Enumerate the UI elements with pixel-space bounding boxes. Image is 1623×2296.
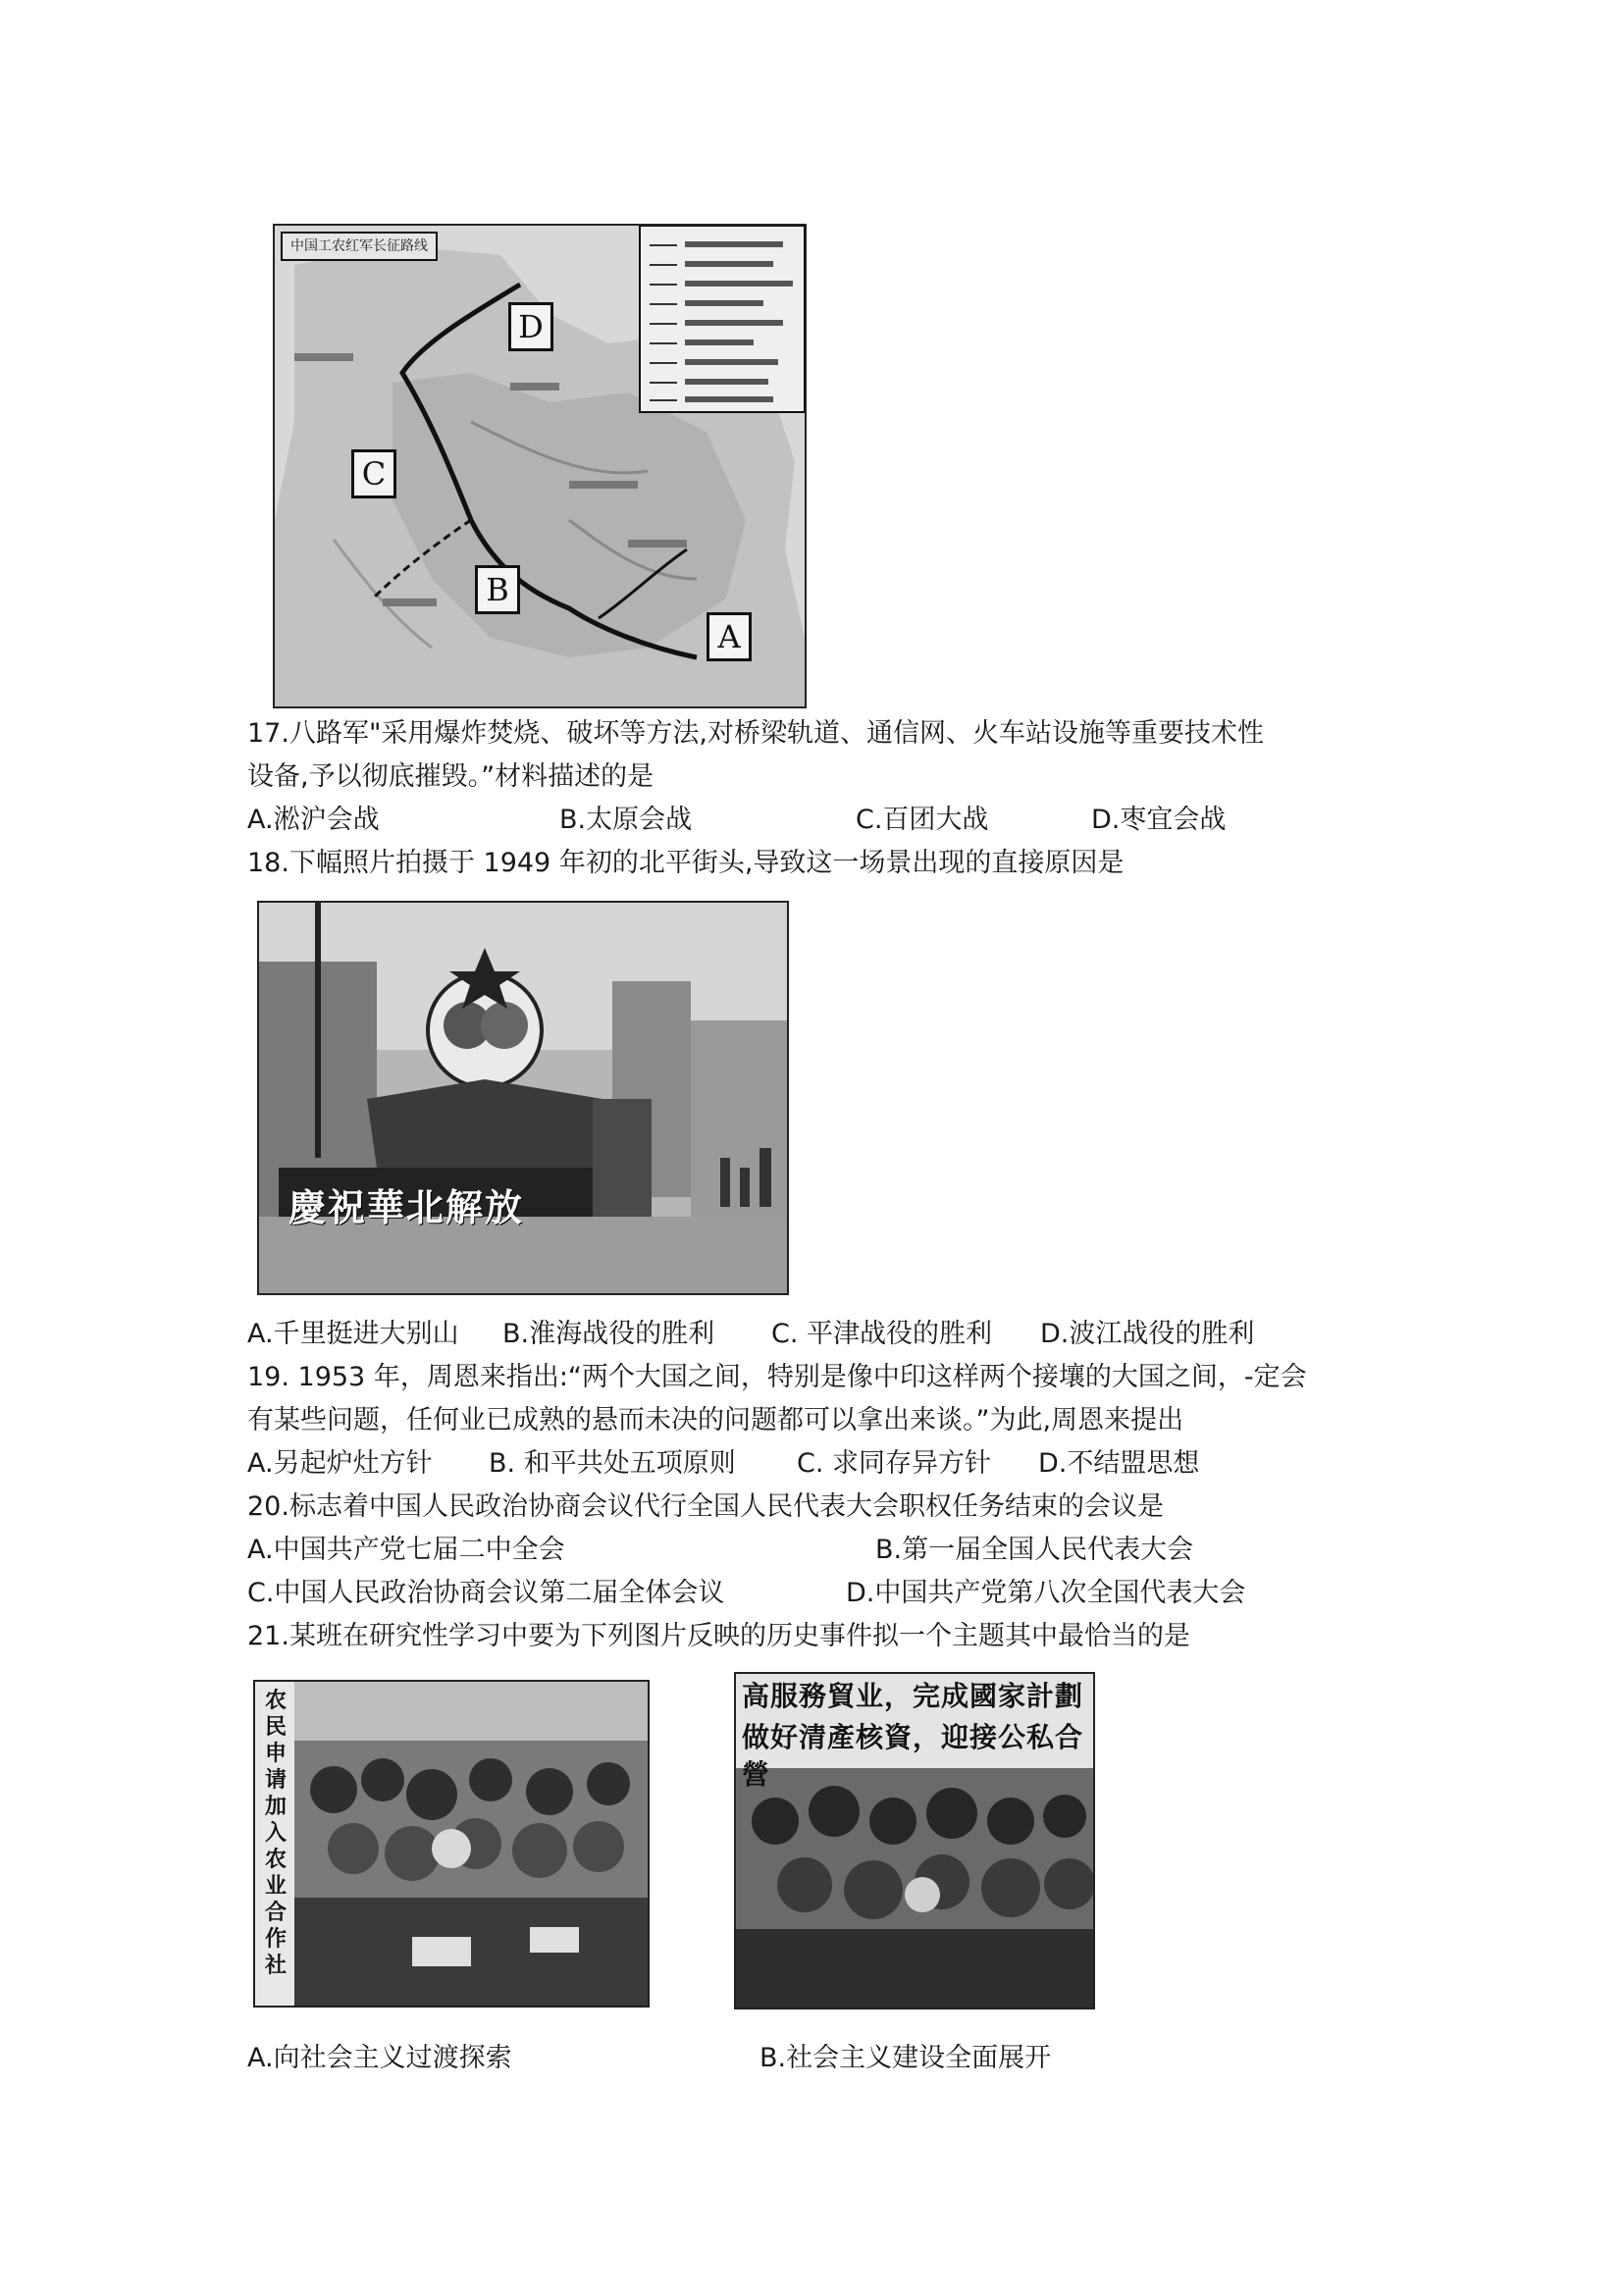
q17-option-d: D.枣宜会战 <box>1091 805 1227 835</box>
map-label-b: B <box>475 565 520 614</box>
q21-option-a: A.向社会主义过渡探索 <box>247 2043 512 2073</box>
q20-stem: 20.标志着中国人民政治协商会议代行全国人民代表大会职权任务结束的会议是 <box>247 1491 1164 1522</box>
q19-option-c: C. 求同存异方针 <box>797 1448 992 1479</box>
q21-photo-2-banner-line2: 做好清產核資，迎接公私合營 <box>742 1721 1084 1791</box>
q18-option-a: A.千里挺进大别山 <box>247 1319 459 1349</box>
map-label-a: A <box>707 612 752 661</box>
q17-option-c: C.百团大战 <box>856 805 989 835</box>
q19-option-b: B. 和平共处五项原则 <box>489 1448 736 1479</box>
q19-stem-line2: 有某些问题，任何业已成熟的悬而未决的问题都可以拿出来谈。”为此,周恩来提出 <box>247 1405 1184 1435</box>
q17-stem-line1: 17.八路军"采用爆炸焚烧、破坏等方法,对桥梁轨道、通信网、火车站设施等重要技术性 <box>247 718 1264 749</box>
map-label-c: C <box>351 449 396 498</box>
q21-photo-1-caption: 农民申请加入农业合作社 <box>264 1689 287 1978</box>
long-march-map <box>273 224 807 708</box>
q18-option-b: B.淮海战役的胜利 <box>502 1319 715 1349</box>
q19-stem-line1: 19. 1953 年，周恩来指出:“两个大国之间，特别是像中印这样两个接壤的大国之间，-定会 <box>247 1362 1307 1392</box>
q20-option-c: C.中国人民政治协商会议第二届全体会议 <box>247 1578 725 1608</box>
q21-photo-2-banner-line1: 高服務貿业，完成國家計劃 <box>742 1680 1084 1712</box>
q20-option-b: B.第一届全国人民代表大会 <box>875 1535 1194 1565</box>
q21-option-b: B.社会主义建设全面展开 <box>759 2043 1052 2073</box>
map-label-d: D <box>508 302 553 351</box>
q19-option-a: A.另起炉灶方针 <box>247 1448 433 1479</box>
q18-stem: 18.下幅照片拍摄于 1949 年初的北平街头,导致这一场景出现的直接原因是 <box>247 848 1125 878</box>
q18-photo-drawing <box>259 903 787 1293</box>
q19-option-d: D.不结盟思想 <box>1038 1448 1200 1479</box>
q21-photo-1 <box>253 1680 650 2008</box>
q17-stem-line2: 设备,予以彻底摧毁。”材料描述的是 <box>247 761 654 792</box>
q17-option-a: A.淞沪会战 <box>247 805 380 835</box>
q18-photo-banner: 慶祝華北解放 <box>288 1186 525 1229</box>
q18-option-c: C. 平津战役的胜利 <box>771 1319 993 1349</box>
q20-option-d: D.中国共产党第八次全国代表大会 <box>846 1578 1246 1608</box>
q21-stem: 21.某班在研究性学习中要为下列图片反映的历史事件拟一个主题其中最恰当的是 <box>247 1621 1190 1651</box>
q20-option-a: A.中国共产党七届二中全会 <box>247 1535 565 1565</box>
q21-photo-2 <box>734 1672 1095 2009</box>
map-title: 中国工农红军长征路线 <box>281 232 438 261</box>
q21-photo-1-drawing <box>255 1682 648 2006</box>
q18-option-d: D.波江战役的胜利 <box>1040 1319 1255 1349</box>
q17-option-b: B.太原会战 <box>559 805 693 835</box>
q18-photo <box>257 901 789 1295</box>
